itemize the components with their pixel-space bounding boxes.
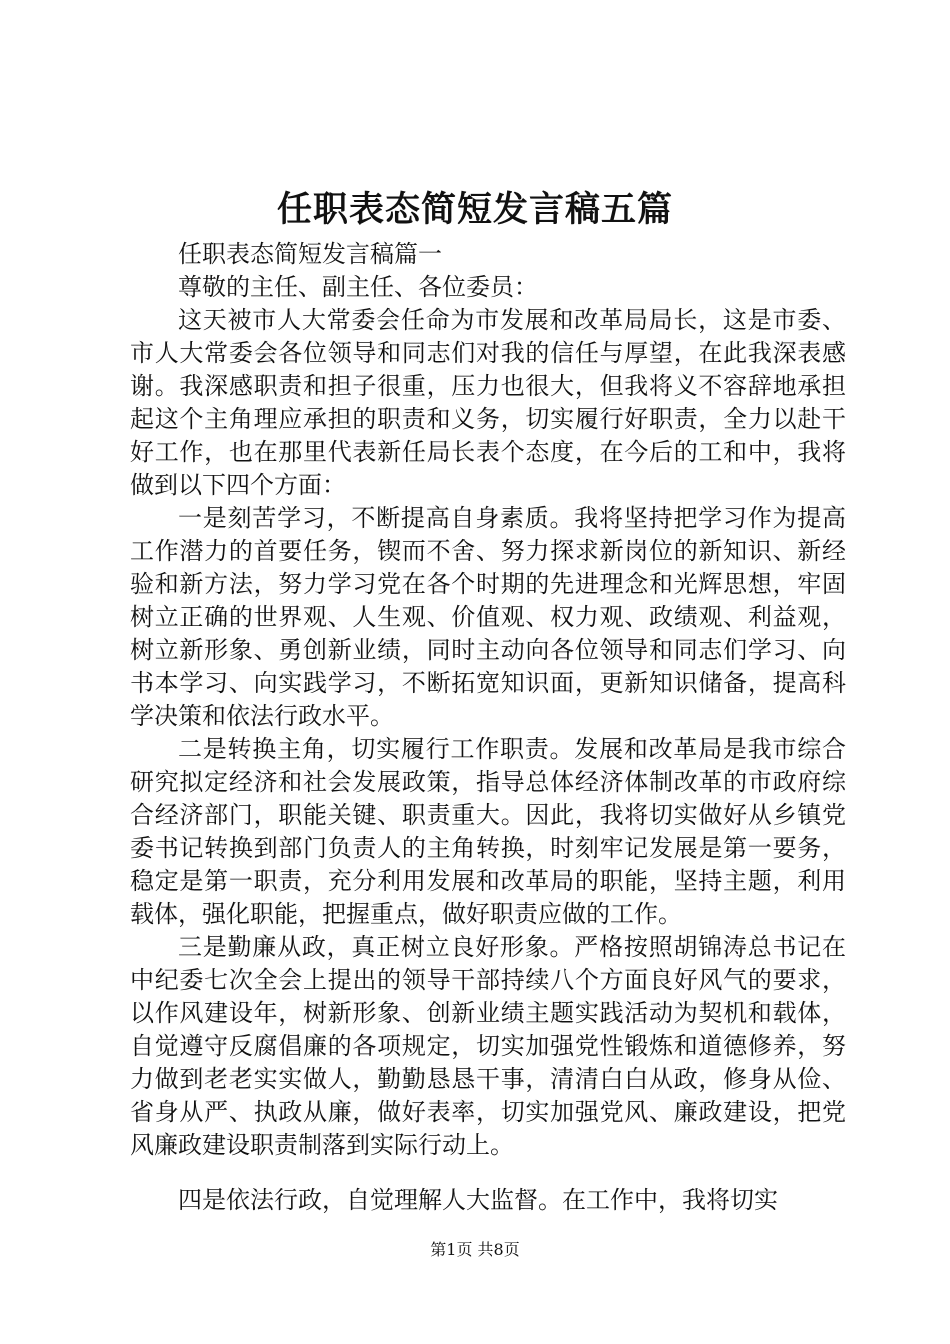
page-number: 第1页 共8页 xyxy=(430,1240,520,1259)
document-title: 任职表态简短发言稿五篇 xyxy=(276,189,673,230)
section-heading: 任职表态简短发言稿篇一 xyxy=(178,240,442,268)
body-paragraph: 一是刻苦学习，不断提高自身素质。我将坚持把学习作为提高工作潜力的首要任务，锲而不舍、努力探求新岗位的新知识、新经验和新方法，努力学习党在各个时期的先进理念和光辉思想，牢固树立正确的世界观、人生观、价值观、权力观、政绩观、利益观，树立新形象、勇创新业绩，同时主动向各位领导和同志们学习、向书本学习、向实践学习，不断拓宽知识面，更新知识储备，提高科学决策和依法行政水平。 xyxy=(130,504,846,730)
body-paragraph: 二是转换主角，切实履行工作职责。发展和改革局是我市综合研究拟定经济和社会发展政策，指导总体经济体制改革的市政府综合经济部门，职能关键、职责重大。因此，我将切实做好从乡镇党委书记转换到部门负责人的主角转换，时刻牢记发展是第一要务，稳定是第一职责，充分利用发展和改革局的职能，坚持主题，利用载体，强化职能，把握重点，做好职责应做的工作。 xyxy=(130,735,846,928)
body-paragraph: 三是勤廉从政，真正树立良好形象。严格按照胡锦涛总书记在中纪委七次全会上提出的领导干部持续八个方面良好风气的要求，以作风建设年，树新形象、创新业绩主题实践活动为契机和载体，自觉遵守反腐倡廉的各项规定，切实加强党性锻炼和道德修养，努力做到老老实实做人，勤勤恳恳干事，清清白白从政，修身从俭、省身从严、执政从廉，做好表率，切实加强党风、廉政建设，把党风廉政建设职责制落到实际行动上。 xyxy=(130,933,846,1159)
document-body xyxy=(130,238,846,1217)
body-paragraph: 这天被市人大常委会任命为市发展和改革局局长，这是市委、市人大常委会各位领导和同志们对我的信任与厚望，在此我深表感谢。我深感职责和担子很重，压力也很大，但我将义不容辞地承担起这个主角理应承担的职责和义务，切实履行好职责，全力以赴干好工作，也在那里代表新任局长表个态度，在今后的工和中，我将做到以下四个方面： xyxy=(130,306,846,499)
body-paragraph: 四是依法行政，自觉理解人大监督。在工作中，我将切实 xyxy=(178,1186,778,1214)
salutation: 尊敬的主任、副主任、各位委员： xyxy=(178,273,538,301)
